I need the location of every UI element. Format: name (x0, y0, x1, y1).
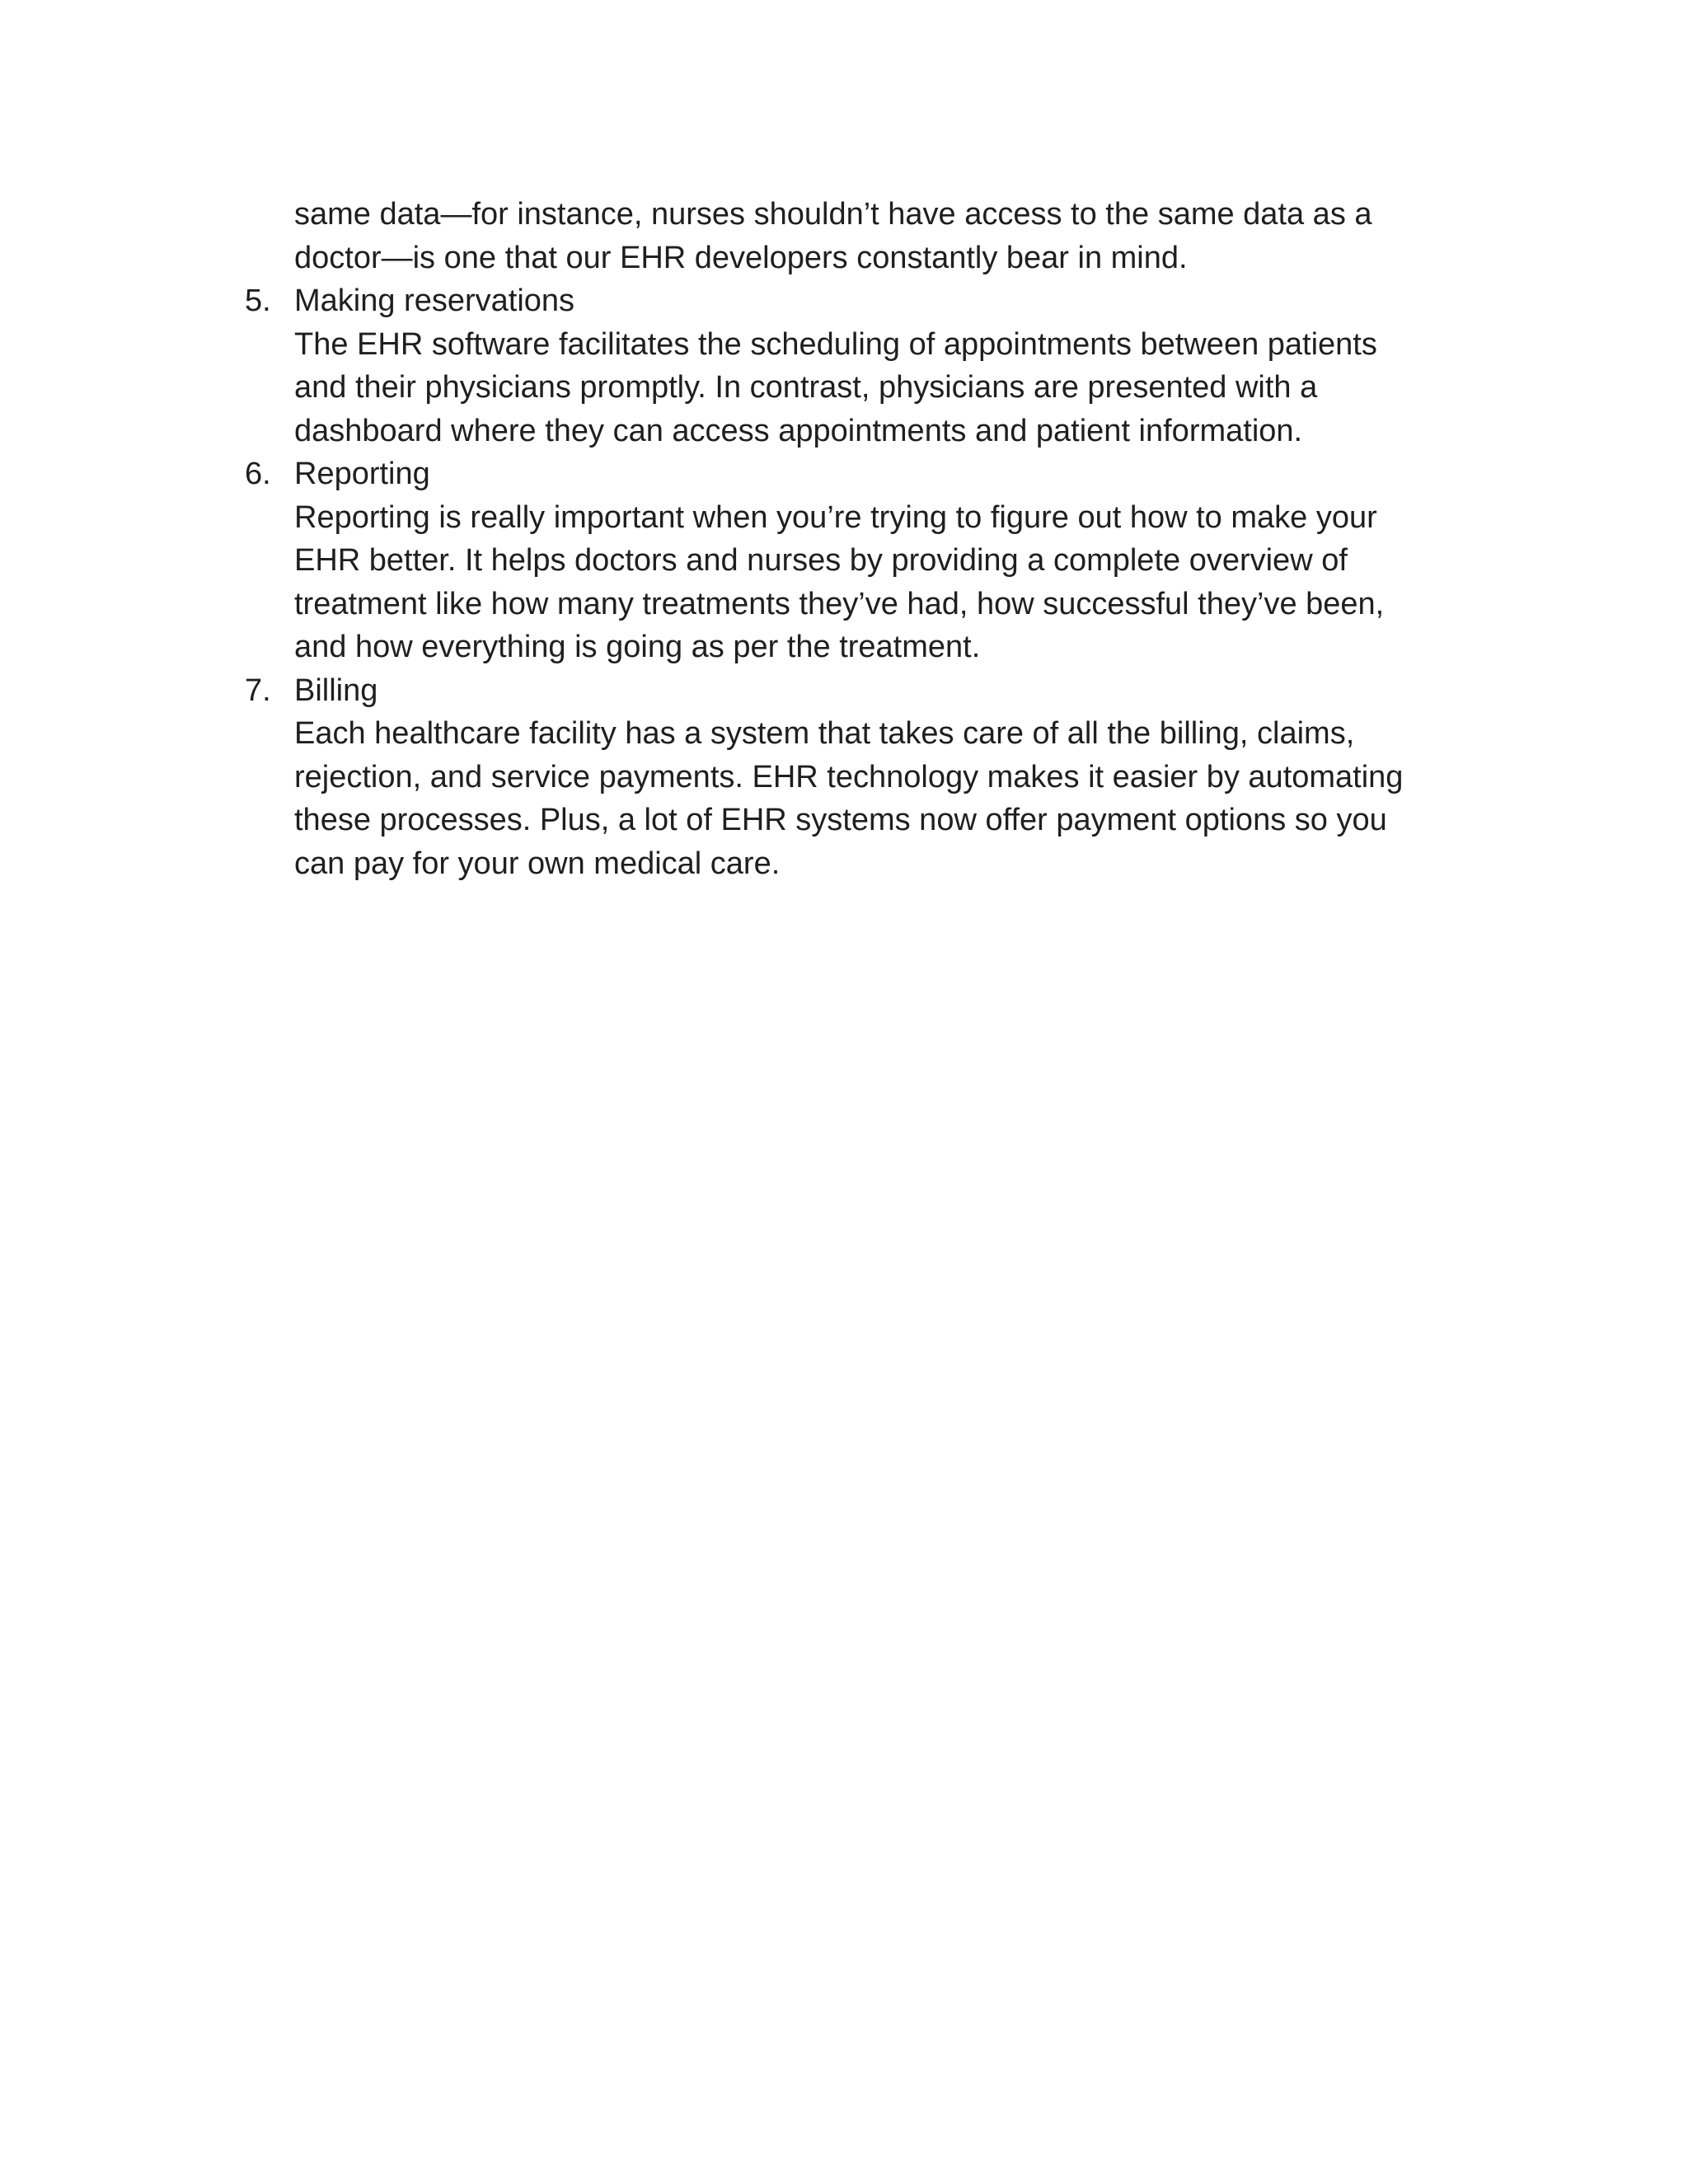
body-line: rejection, and service payments. EHR technology makes it easier by automating (294, 759, 1404, 794)
list-number: 7. (245, 673, 271, 708)
continuation-paragraph (294, 193, 1465, 279)
body-line: and their physicians promptly. In contrast, physicians are presented with a (294, 370, 1318, 405)
body-line: Reporting is really important when you’re trying to figure out how to make your (294, 499, 1377, 535)
list-number: 6. (245, 457, 271, 491)
body-line: same data—for instance, nurses shouldn’t have access to the same data as a (294, 197, 1372, 232)
body-line: these processes. Plus, a lot of EHR systems now offer payment options so you (294, 803, 1387, 837)
body-line: dashboard where they can access appointments and patient information. (294, 413, 1303, 448)
body-line: Each healthcare facility has a system that takes care of all the billing, claims, (294, 716, 1355, 751)
list-item (245, 279, 1465, 452)
list-item-title: Billing (294, 673, 378, 708)
body-line: can pay for your own medical care. (294, 846, 781, 881)
body-line: and how everything is going as per the treatment. (294, 630, 981, 664)
body-line: EHR better. It helps doctors and nurses by providing a complete overview of (294, 543, 1348, 578)
list-item-title: Reporting (294, 457, 430, 491)
body-line: The EHR software facilitates the scheduling of appointments between patients (294, 326, 1377, 362)
document-body (245, 193, 1465, 885)
list-item-title: Making reservations (294, 284, 575, 318)
body-line: doctor—is one that our EHR developers constantly bear in mind. (294, 240, 1188, 275)
body-line: treatment like how many treatments they’ve had, how successful they’ve been, (294, 586, 1385, 621)
list-item (245, 669, 1465, 886)
list-item (245, 452, 1465, 669)
list-number: 5. (245, 284, 271, 318)
